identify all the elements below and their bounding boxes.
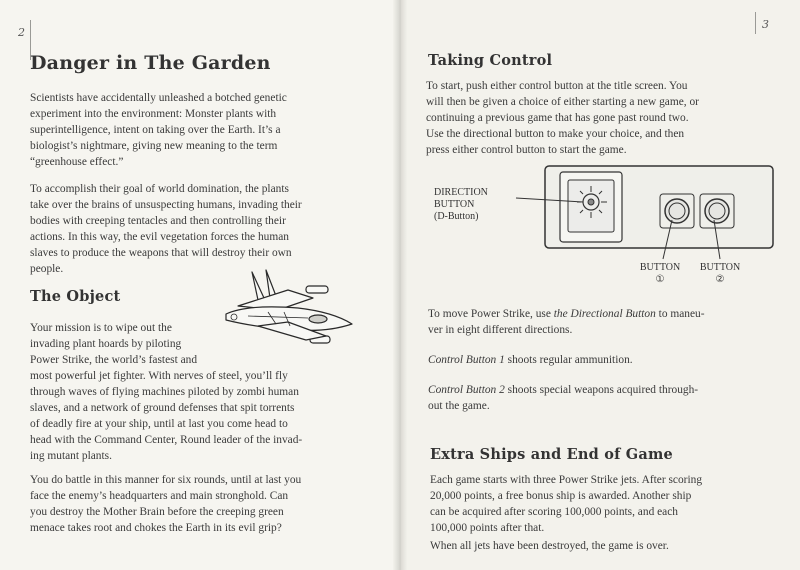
book-gutter bbox=[393, 0, 407, 570]
button-1-label: BUTTON ① bbox=[639, 262, 681, 285]
control-button-2-paragraph: Control Button 2 shoots special weapons acquired through- out the game. bbox=[428, 384, 699, 412]
direction-button-label: DIRECTION BUTTON (D-Button) bbox=[434, 187, 488, 222]
object-paragraph-1: Your mission is to wipe out the invading plant hoards by piloting Power Strike, the world’s fastest and most powerful jet fighter. With nerves of steel, you’ll fly through waves of flying machines piloted by zombi human slaves, and a network of ground defenses that spit torrents of deadly fire at your ship, until at last you come head to head with the Command Center, Round leader of the invad- ing mutant plants. bbox=[30, 322, 303, 462]
taking-control-paragraph: To start, push either control button at the title screen. You will then be given a choice of either starting a new game, or continuing a previous game that has gone past round two. Use the directional button to make your choice, and then press either control button to start the game. bbox=[426, 80, 699, 156]
object-paragraph-2: You do battle in this manner for six rounds, until at last you face the enemy’s headquarters and main stronghold. Can you destroy the Mother Brain before the creeping green menace takes root and chokes the Earth in its evil grip? bbox=[30, 474, 302, 534]
game-over-paragraph: When all jets have been destroyed, the game is over. bbox=[430, 540, 669, 552]
section-heading-object: The Object bbox=[30, 288, 121, 305]
page-title: Danger in The Garden bbox=[30, 52, 271, 74]
page-number-right: 3 bbox=[762, 18, 769, 31]
controller-diagram bbox=[420, 160, 780, 295]
right-page-edge-line bbox=[755, 12, 756, 34]
intro-paragraph-2: To accomplish their goal of world domination, the plants take over the brains of unsuspecting humans, invading their bodies with creeping tentacles and then controlling their actions. In this way, the evil vegetation forces the human slaves to produce the weapons that will destroy their own people. bbox=[30, 183, 302, 275]
jet-fighter-illustration bbox=[218, 268, 358, 358]
extra-ships-paragraph: Each game starts with three Power Strike jets. After scoring 20,000 points, a free bonus ship is awarded. Another ship can be acquired after scoring 100,000 points, and each 100,000 points after that. bbox=[430, 474, 703, 534]
section-heading-taking-control: Taking Control bbox=[428, 52, 553, 69]
section-heading-extra-ships: Extra Ships and End of Game bbox=[430, 446, 673, 463]
intro-paragraph-1: Scientists have accidentally unleashed a botched genetic experiment into the environment: Monster plants with superintelligence, intent on taking over the Earth. It’s a biologist’s nightmare, giving new meaning to the term “greenhouse effect.” bbox=[30, 92, 287, 168]
page-number-left: 2 bbox=[18, 26, 25, 39]
control-button-1-paragraph: Control Button 1 shoots regular ammunition. bbox=[428, 354, 633, 366]
move-paragraph: To move Power Strike, use the Directional Button to maneu- ver in eight different directions. bbox=[428, 308, 705, 336]
button-2-label: BUTTON ② bbox=[699, 262, 741, 285]
